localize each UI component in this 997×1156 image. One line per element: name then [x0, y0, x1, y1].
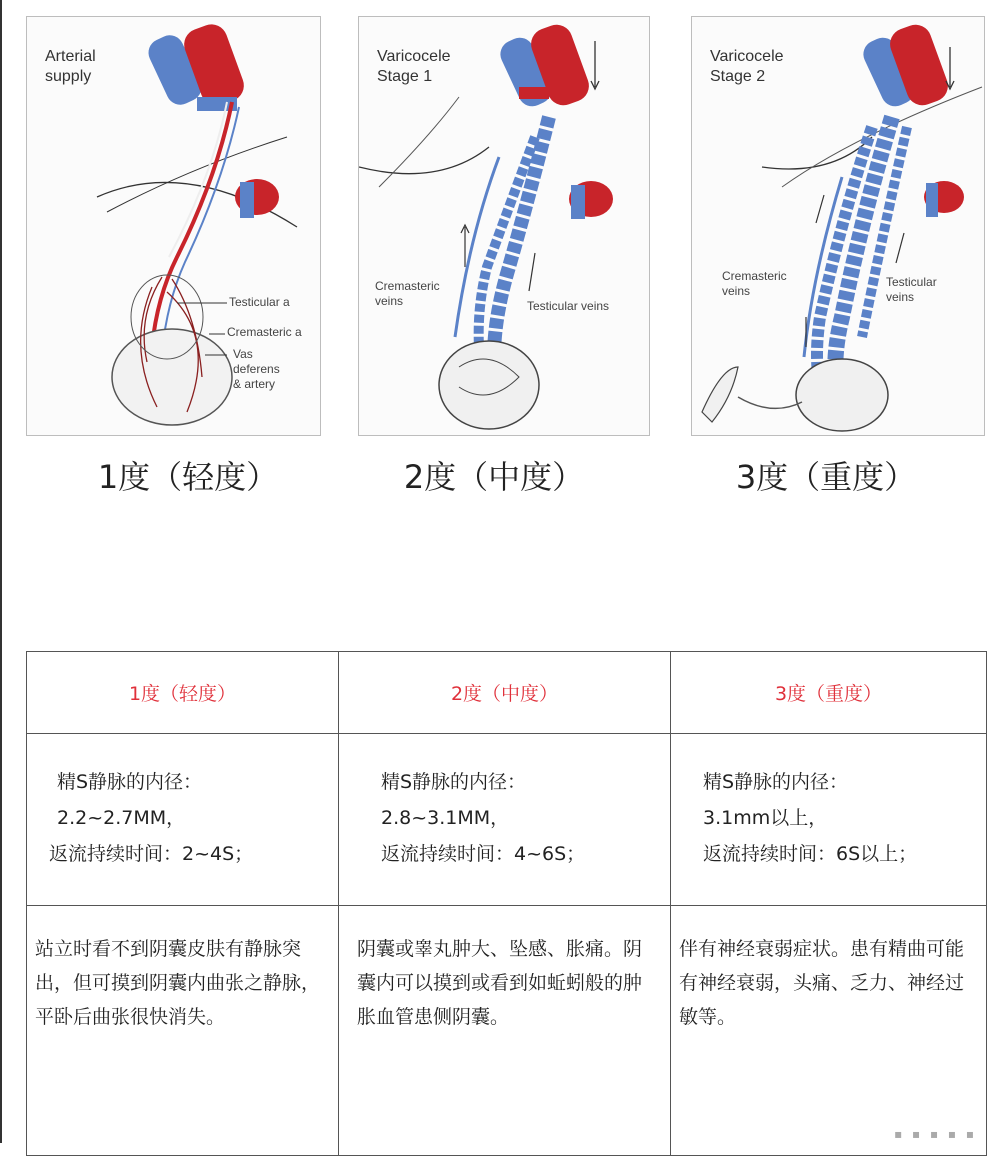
diagram-panel-stage1	[358, 16, 650, 436]
description-cell-grade-3: 伴有神经衰弱症状。患有精曲可能有神经衰弱，头痛、乏力、神经过敏等。	[671, 906, 987, 1156]
measurement-line: 返流持续时间：2~4S；	[49, 843, 254, 865]
measurement-line: 精S静脉的内径：	[381, 771, 527, 793]
table-row-measurements	[27, 734, 987, 906]
measurement-line: 返流持续时间：6S以上；	[703, 843, 918, 865]
panel-title: Varicocele Stage 1	[377, 48, 451, 85]
measurement-line: 精S静脉的内径：	[703, 771, 849, 793]
label-cremasteric-artery: Cremasteric a	[227, 325, 302, 339]
measurement-line: 精S静脉的内径：	[57, 771, 203, 793]
label-testicular-veins: Testicular veins	[527, 299, 610, 313]
panel-title: Arterial supply	[45, 48, 96, 85]
label-vas-deferens: Vas deferens & artery	[233, 347, 280, 391]
diagram-panel-stage2	[691, 16, 985, 436]
table-row-descriptions	[27, 906, 987, 1156]
measurement-cell-grade-1	[27, 734, 339, 906]
label-testicular-veins: Testicular veins	[886, 275, 937, 304]
caption-grade-3: 3度（重度）	[735, 458, 917, 496]
page-left-border	[0, 0, 2, 1143]
description-cell-grade-1: 站立时看不到阴囊皮肤有静脉突出，但可摸到阴囊内曲张之静脉，平卧后曲张很快消失。	[27, 906, 339, 1156]
header-grade-2: 2度（中度）	[339, 652, 671, 734]
grade-table	[26, 651, 987, 1156]
label-testicular-artery: Testicular a	[229, 295, 290, 309]
description-cell-grade-2: 阴囊或睾丸肿大、坠感、胀痛。阴囊内可以摸到或看到如蚯蚓般的肿胀血管患侧阴囊。	[339, 906, 671, 1156]
header-grade-3: 3度（重度）	[671, 652, 987, 734]
measurement-line: 2.2~2.7MM，	[57, 807, 186, 829]
measurement-cell-grade-3	[671, 734, 987, 906]
measurement-line: 2.8~3.1MM，	[381, 807, 510, 829]
measurement-line: 返流持续时间：4~6S；	[381, 843, 586, 865]
diagram-panel-arterial	[26, 16, 321, 436]
caption-grade-2: 2度（中度）	[403, 458, 585, 496]
measurement-line: 3.1mm以上，	[703, 807, 828, 829]
watermark-fragment: ▪ ▪ ▪ ▪ ▪	[894, 1127, 977, 1141]
caption-grade-1: 1度（轻度）	[97, 458, 279, 496]
measurement-cell-grade-2	[339, 734, 671, 906]
panel-title: Varicocele Stage 2	[710, 48, 784, 85]
label-cremasteric-veins: Cremasteric veins	[722, 269, 787, 298]
header-grade-1: 1度（轻度）	[27, 652, 339, 734]
table-header-row	[27, 652, 987, 734]
label-cremasteric-veins: Cremasteric veins	[375, 279, 440, 308]
